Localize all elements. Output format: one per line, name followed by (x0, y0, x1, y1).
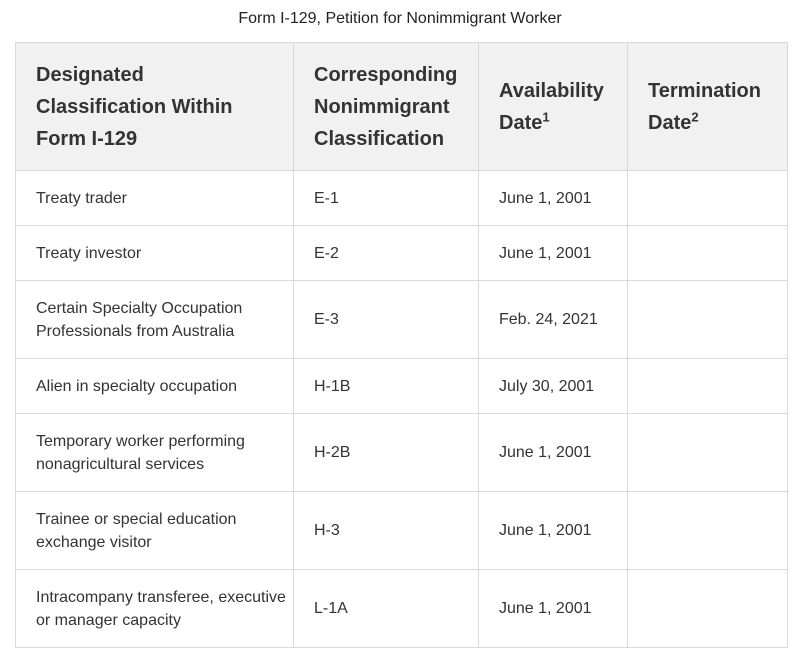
availability-date-cell: Feb. 24, 2021 (479, 281, 628, 359)
header-termination-date (628, 43, 788, 171)
header-label: Corresponding Nonimmigrant Classification (314, 63, 458, 150)
table-row (16, 414, 788, 492)
header-corresponding-classification (294, 43, 479, 171)
designated-classification-cell: Treaty trader (16, 171, 294, 226)
designated-classification-cell: Certain Specialty Occupation Professionals from Australia (16, 281, 294, 359)
header-label: Designated Classification Within Form I-129 (36, 63, 233, 150)
header-footnote: 2 (691, 108, 699, 124)
availability-date-cell: June 1, 2001 (479, 570, 628, 648)
availability-date-cell: July 30, 2001 (479, 359, 628, 414)
table-row (16, 226, 788, 281)
nonimmigrant-classification-cell: H-1B (294, 359, 479, 414)
designated-classification-cell: Trainee or special education exchange visitor (16, 492, 294, 570)
termination-date-cell (628, 226, 788, 281)
termination-date-cell (628, 492, 788, 570)
nonimmigrant-classification-cell: E-2 (294, 226, 479, 281)
termination-date-cell (628, 570, 788, 648)
header-designated-classification (16, 43, 294, 171)
table-row (16, 359, 788, 414)
nonimmigrant-classification-cell: H-2B (294, 414, 479, 492)
header-availability-date (479, 43, 628, 171)
table-row (16, 171, 788, 226)
availability-date-cell: June 1, 2001 (479, 492, 628, 570)
nonimmigrant-classification-cell: E-3 (294, 281, 479, 359)
nonimmigrant-classification-cell: L-1A (294, 570, 479, 648)
availability-date-cell: June 1, 2001 (479, 414, 628, 492)
table-row (16, 492, 788, 570)
table-row (16, 570, 788, 648)
table-row (16, 281, 788, 359)
designated-classification-cell: Intracompany transferee, executive or manager capacity (16, 570, 294, 648)
availability-date-cell: June 1, 2001 (479, 171, 628, 226)
designated-classification-cell: Temporary worker performing nonagricultural services (16, 414, 294, 492)
table-header-row (16, 43, 788, 171)
header-footnote: 1 (542, 108, 550, 124)
nonimmigrant-classification-cell: E-1 (294, 171, 479, 226)
availability-date-cell: June 1, 2001 (479, 226, 628, 281)
termination-date-cell (628, 414, 788, 492)
table-caption: Form I-129, Petition for Nonimmigrant Worker (238, 10, 562, 27)
designated-classification-cell: Alien in specialty occupation (16, 359, 294, 414)
nonimmigrant-classification-cell: H-3 (294, 492, 479, 570)
header-label: Termination Date (648, 79, 761, 134)
termination-date-cell (628, 171, 788, 226)
classification-table (15, 42, 788, 648)
header-label: Availability Date (499, 79, 604, 134)
termination-date-cell (628, 281, 788, 359)
termination-date-cell (628, 359, 788, 414)
designated-classification-cell: Treaty investor (16, 226, 294, 281)
